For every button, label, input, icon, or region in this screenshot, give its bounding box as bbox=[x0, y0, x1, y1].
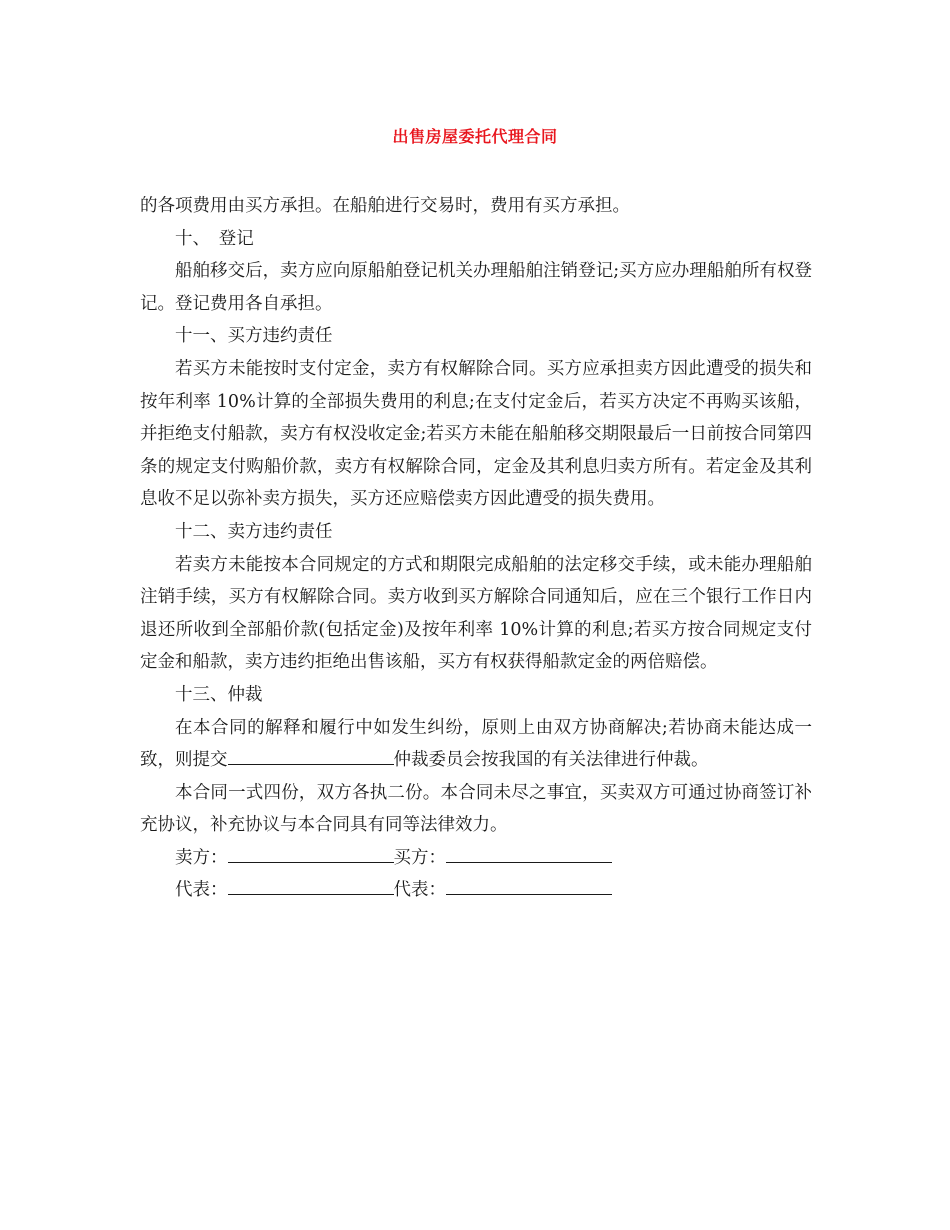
signature-row-representatives bbox=[140, 874, 812, 907]
heading-buyer-breach: 十一、买方违约责任 bbox=[175, 326, 333, 347]
seller-rep-signature-blank[interactable] bbox=[228, 876, 394, 895]
heading-arbitration: 十三、仲裁 bbox=[175, 684, 263, 705]
buyer-rep-signature-blank[interactable] bbox=[446, 876, 612, 895]
document-title: 出售房屋委托代理合同 bbox=[392, 127, 558, 146]
seller-rep-label: 代表： bbox=[175, 880, 228, 901]
buyer-rep-label: 代表： bbox=[393, 880, 446, 901]
buyer-signature-blank[interactable] bbox=[446, 844, 612, 863]
arbitration-text-before: 在本合同的解释和履行中如发生纠纷，原则上由双方协商解决;若协商未能达成一致，则提交 bbox=[140, 717, 812, 771]
arbitration-commission-blank[interactable] bbox=[228, 746, 394, 765]
paragraph-registration: 船舶移交后，卖方应向原船舶登记机关办理船舶注销登记;买方应办理船舶所有权登记。登记费用各自承担。 bbox=[140, 261, 812, 314]
contract-body bbox=[140, 190, 812, 907]
paragraph-buyer-breach: 若买方未能按时支付定金，卖方有权解除合同。买方应承担卖方因此遭受的损失和按年利率 10%计算的全部损失费用的利息;在支付定金后，若买方决定不再购买该船，并拒绝支付船款，卖方有权没收定金;若买方未能在船舶移交期限最后一日前按合同第四条的规定支付购船价款，卖方有权解除合同，定金及其利息归卖方所有。若定金及其利息收不足以弥补卖方损失，买方还应赔偿卖方因此遭受的损失费用。 bbox=[140, 358, 812, 510]
paragraph-seller-breach: 若卖方未能按本合同规定的方式和期限完成船舶的法定移交手续，或未能办理船舶注销手续，买方有权解除合同。卖方收到买方解除合同通知后，应在三个银行工作日内退还所收到全部船价款(包括定金)及按年利率 10%计算的利息;若买方按合同规定支付定金和船款，卖方违约拒绝出售该船，买方有权获得船款定金的两倍赔偿。 bbox=[140, 554, 812, 673]
arbitration-text-after: 仲裁委员会按我国的有关法律进行仲裁。 bbox=[393, 750, 709, 771]
paragraph-copies: 本合同一式四份，双方各执二份。本合同未尽之事宜，买卖双方可通过协商签订补充协议，补充协议与本合同具有同等法律效力。 bbox=[140, 782, 812, 836]
buyer-label: 买方： bbox=[393, 847, 446, 868]
heading-seller-breach: 十二、卖方违约责任 bbox=[175, 521, 333, 542]
paragraph-fees-continued: 的各项费用由买方承担。在船舶进行交易时，费用有买方承担。 bbox=[140, 196, 630, 216]
seller-label: 卖方： bbox=[175, 847, 228, 868]
heading-registration: 十、 登记 bbox=[175, 228, 254, 249]
seller-signature-blank[interactable] bbox=[228, 844, 394, 863]
signature-row-parties bbox=[140, 842, 812, 875]
paragraph-arbitration bbox=[140, 712, 812, 777]
